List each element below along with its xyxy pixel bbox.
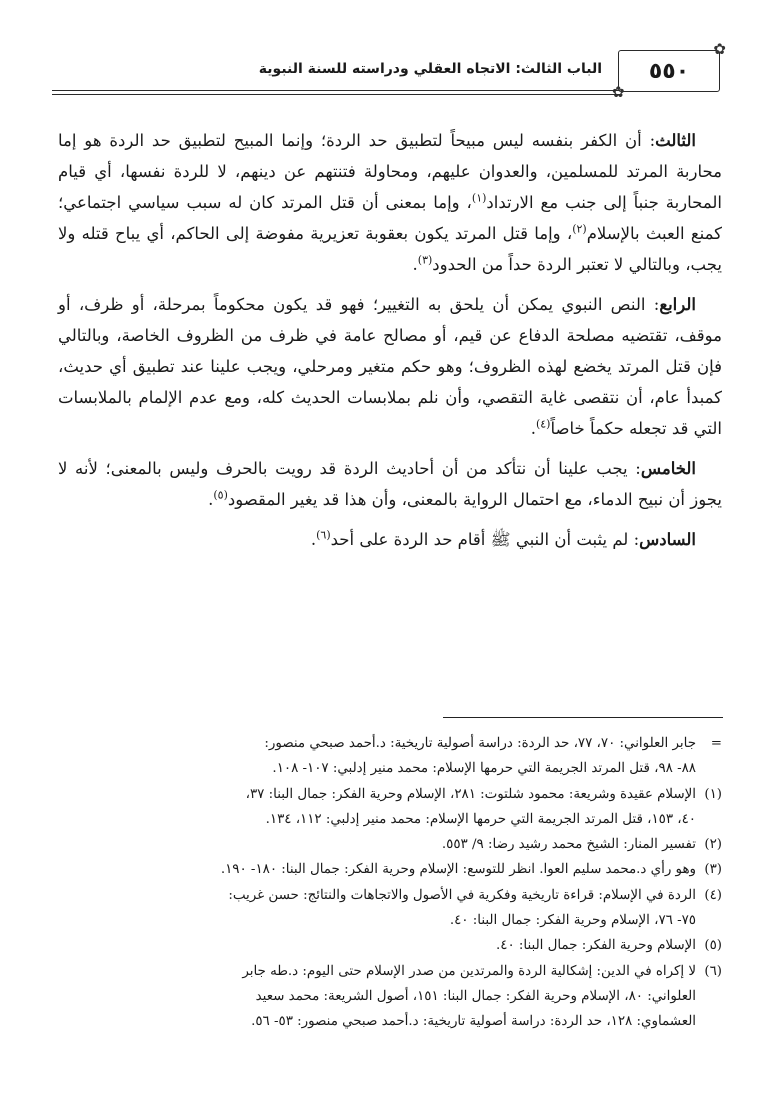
footnote-line: [52, 731, 722, 756]
page-header: [52, 40, 726, 101]
body-paragraph: [58, 125, 722, 280]
footnote-line: [52, 782, 722, 807]
paragraph-text: : لم يثبت أن النبي ﷺ أقام حد الردة على أحد: [330, 530, 640, 549]
paragraph-text: ، وإما قتل المرتد يكون بعقوبة تعزيرية مفوضة إلى الحاكم، أي يباح قتله ولا يجب، وبالتالي لا تعتبر الردة حداً من الحدود: [58, 224, 722, 274]
main-text: [58, 125, 722, 564]
paragraph-text: .: [412, 255, 418, 274]
footnote-divider: [443, 717, 723, 718]
footnote-line: [52, 832, 722, 857]
footnote-text: العشماوي: ١٢٨، حد الردة: دراسة أصولية تاريخية: د.أحمد صبحي منصور: ٥٣- ٥٦.: [251, 1014, 696, 1030]
footnote-marker: (١): [704, 786, 722, 802]
paragraph-text: .: [208, 490, 214, 509]
corner-ornament-icon: ✿: [713, 40, 726, 58]
footnote-reference: (١): [471, 191, 487, 205]
footnote-text: ٨٨- ٩٨، قتل المرتد الجريمة التي حرمها الإسلام: محمد منير إدلبي: ١٠٧- ١٠٨.: [272, 761, 696, 777]
paragraph-text: : النص النبوي يمكن أن يلحق به التغيير؛ فهو قد يكون محكوماً بمرحلة، أو ظرف، أو موقف، تقتضيه مصلحة الدفاع عن قيم، أو مصالح عامة في ظرف من الظروف الخاصة، وبالتالي فإن قتل المرتد يخضع لهذه الظروف؛ وهو حكم متغير ومرحلي، ويجب علينا عند تطبيق أي حديث، كمبدأ عام، أن نتقصى غاية التقصي، وأن نلم بملابسات الحديث كله، ومع عدم الإلمام بالملابسات التي قد تجعله حكماً خاصاً: [58, 295, 722, 438]
footnote-line: [52, 883, 722, 908]
paragraph-text: .: [310, 530, 317, 549]
page-number: ٥٥٠: [648, 58, 690, 84]
header-rule-thin: [52, 94, 620, 95]
paragraph-label: السادس: [639, 530, 696, 549]
footnote-marker: =: [710, 736, 722, 751]
footnote-marker: (٥): [704, 938, 722, 954]
footnote-line: [52, 959, 722, 984]
header-rule: [52, 90, 620, 91]
body-paragraph: [58, 289, 722, 444]
footnote-line: [52, 933, 722, 958]
paragraph-text: : يجب علينا أن نتأكد من أن أحاديث الردة قد رويت بالحرف وليس بالمعنى؛ لأنه لا يجوز أن نبيح الدماء، مع احتمال الرواية بالمعنى، وأن هذا قد يغير المقصود: [58, 459, 722, 509]
footnote-reference: (٦): [316, 528, 331, 542]
footnote-reference: (٥): [213, 488, 228, 502]
paragraph-label: الثالث: [655, 131, 696, 150]
footnote-text: وهو رأي د.محمد سليم العوا. انظر للتوسع: الإسلام وحرية الفكر: جمال البنا: ١٨٠- ١٩٠.: [220, 862, 696, 878]
page-number-box: [612, 40, 726, 101]
footnote-reference: (٤): [535, 417, 551, 431]
footnote-line: [52, 984, 722, 1009]
footnote-text: الردة في الإسلام: قراءة تاريخية وفكرية في الأصول والاتجاهات والنتائج: حسن غريب:: [228, 887, 696, 903]
footnote-line: [52, 807, 722, 832]
footnote-line: [52, 1009, 722, 1034]
paragraph-label: الخامس: [640, 459, 696, 478]
footnote-text: تفسير المنار: الشيخ محمد رشيد رضا: ٩/ ٥٥٣.: [441, 837, 696, 853]
footnote-reference: (٢): [572, 222, 587, 236]
footnote-line: [52, 756, 722, 781]
footnote-text: لا إكراه في الدين: إشكالية الردة والمرتدين من صدر الإسلام حتى اليوم: د.طه جابر: [242, 963, 696, 979]
corner-ornament-icon: ✿: [612, 83, 625, 101]
footnote-line: [52, 908, 722, 933]
paragraph-text: .: [530, 419, 536, 438]
footnote-text: الإسلام عقيدة وشريعة: محمود شلتوت: ٢٨١، الإسلام وحرية الفكر: جمال البنا: ٣٧،: [245, 786, 696, 802]
footnote-marker: (٣): [704, 862, 722, 878]
running-title: الباب الثالث: الاتجاه العقلي ودراسته للسنة النبوية: [258, 61, 602, 77]
footnote-marker: (٤): [704, 887, 722, 903]
paragraph-label: الرابع: [659, 295, 696, 314]
footnote-text: ٤٠، ١٥٣، قتل المرتد الجريمة التي حرمها الإسلام: محمد منير إدلبي: ١١٢، ١٣٤.: [265, 811, 696, 827]
paragraph-text: ، وإما بمعنى أن قتل المرتد كان له سبب سياسي اجتماعي؛ كمنع العبث بالإسلام: [58, 193, 722, 243]
footnote-line: [52, 857, 722, 882]
body-paragraph: [58, 524, 722, 555]
footnote-text: العلواني: ٨٠، الإسلام وحرية الفكر: جمال البنا: ١٥١، أصول الشريعة: محمد سعيد: [255, 988, 696, 1004]
footnote-text: الإسلام وحرية الفكر: جمال البنا: ٤٠.: [495, 938, 696, 954]
body-paragraph: [58, 453, 722, 515]
footnotes: [52, 731, 722, 1035]
footnote-marker: (٦): [704, 963, 722, 979]
footnote-marker: (٢): [704, 837, 722, 853]
footnote-text: جابر العلواني: ٧٠، ٧٧، حد الردة: دراسة أصولية تاريخية: د.أحمد صبحي منصور:: [264, 736, 696, 751]
footnote-reference: (٣): [417, 253, 433, 267]
footnote-text: ٧٥- ٧٦، الإسلام وحرية الفكر: جمال البنا: ٤٠.: [449, 913, 696, 929]
paragraph-text: : أن الكفر بنفسه ليس مبيحاً لتطبيق حد الردة؛ وإنما المبيح لتطبيق حد الردة هو إما محاربة المرتد للمسلمين، والعدوان عليهم، ومحاولة فتنتهم عن دينهم، لا للردة نفسها، أي قيام المحاربة جنباً إلى جنب مع الارتداد: [58, 131, 722, 212]
